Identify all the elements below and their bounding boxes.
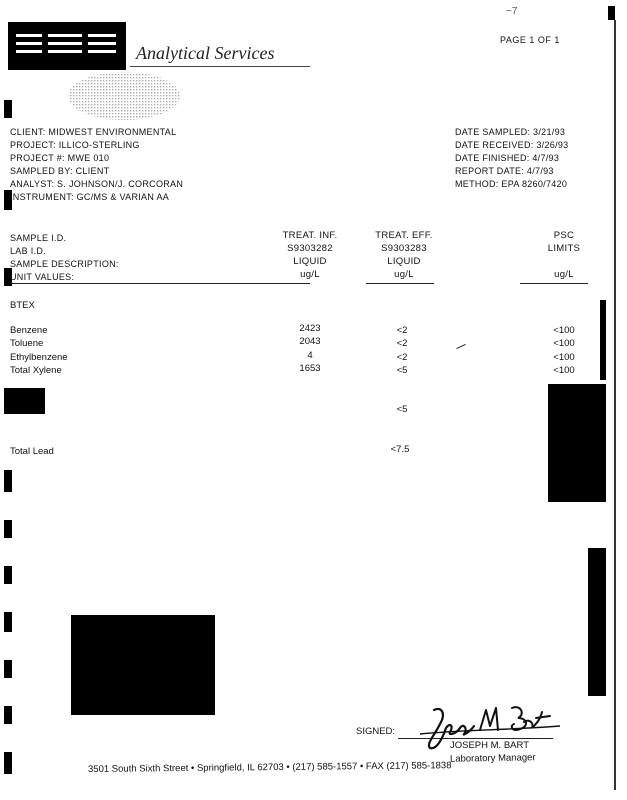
sampled-by-line: SAMPLED BY: CLIENT <box>10 166 110 176</box>
analyte-name: Total Lead <box>10 446 54 457</box>
brand-name: Analytical Services <box>136 43 275 63</box>
column-header-limits: PSC <box>553 230 575 241</box>
influent-value: 4 <box>307 350 313 361</box>
effluent-value: <5 <box>396 404 408 415</box>
limits-unit: ug/L <box>554 269 574 280</box>
effluent-value: <2 <box>396 325 408 336</box>
row-label-description: SAMPLE DESCRIPTION: <box>10 259 119 269</box>
redaction-block <box>548 384 606 502</box>
header-rule <box>10 283 310 284</box>
limit-value: <100 <box>553 352 575 363</box>
edge-mark <box>600 300 606 380</box>
effluent-value: <7.5 <box>390 444 410 455</box>
edge-mark <box>4 612 12 632</box>
smudge-mark <box>64 68 184 124</box>
column-header-influent: TREAT. INF. <box>282 230 338 241</box>
effluent-lab-id: S9303283 <box>381 243 427 254</box>
edge-mark <box>4 520 12 538</box>
effluent-description: LIQUID <box>387 256 421 267</box>
influent-lab-id: S9303282 <box>287 243 333 254</box>
influent-description: LIQUID <box>293 256 327 267</box>
edge-mark <box>608 6 615 20</box>
edge-mark <box>4 752 12 774</box>
instrument-line: INSTRUMENT: GC/MS & VARIAN AA <box>10 192 170 202</box>
row-label-lab-id: LAB I.D. <box>10 246 46 256</box>
edge-mark <box>4 660 12 678</box>
redaction-block <box>4 388 45 414</box>
section-label: BTEX <box>10 300 35 311</box>
stray-mark <box>456 344 465 349</box>
method-line: METHOD: EPA 8260/7420 <box>455 179 568 189</box>
influent-value: 1653 <box>299 363 321 374</box>
effluent-value: <5 <box>396 365 408 376</box>
row-label-sample-id: SAMPLE I.D. <box>10 233 67 243</box>
effluent-value: <2 <box>396 352 408 363</box>
analyte-name: Toluene <box>10 338 44 349</box>
report-date: REPORT DATE: 4/7/93 <box>455 166 554 176</box>
date-finished: DATE FINISHED: 4/7/93 <box>455 153 560 163</box>
redaction-block <box>71 615 215 715</box>
analyte-name: Total Xylene <box>10 365 62 376</box>
page-number: PAGE 1 OF 1 <box>500 35 560 45</box>
influent-value: 2423 <box>299 323 321 334</box>
corner-mark: ~7 <box>506 6 518 17</box>
edge-mark <box>4 566 12 584</box>
edge-mark <box>4 706 12 724</box>
row-label-units: UNIT VALUES: <box>10 272 75 282</box>
project-line: PROJECT: ILLICO-STERLING <box>10 140 140 150</box>
signer-name: JOSEPH M. BART <box>450 740 530 751</box>
effluent-unit: ug/L <box>394 269 414 280</box>
client-line: CLIENT: MIDWEST ENVIRONMENTAL <box>10 127 177 137</box>
influent-value: 2043 <box>299 336 321 347</box>
limit-value: <100 <box>553 365 575 376</box>
date-received: DATE RECEIVED: 3/26/93 <box>455 140 569 150</box>
signed-label: SIGNED: <box>356 726 396 737</box>
influent-unit: ug/L <box>300 269 320 280</box>
edge-mark <box>588 548 606 696</box>
header-rule <box>366 283 434 284</box>
edge-mark <box>4 100 12 118</box>
brand-underline <box>130 66 310 67</box>
header-rule <box>520 283 588 284</box>
company-address: 3501 South Sixth Street • Springfield, IL 62703 • (217) 585-1557 • FAX (217) 585-1838 <box>87 760 452 775</box>
column-header-effluent: TREAT. EFF. <box>375 230 433 241</box>
edge-mark <box>4 470 12 492</box>
limit-value: <100 <box>553 325 575 336</box>
analyte-name: Benzene <box>10 325 48 336</box>
effluent-value: <2 <box>396 338 408 349</box>
company-logo <box>8 22 126 70</box>
limit-value: <100 <box>553 338 575 349</box>
signer-title: Laboratory Manager <box>449 752 536 765</box>
analyte-name: Ethylbenzene <box>10 352 68 363</box>
analyst-line: ANALYST: S. JOHNSON/J. CORCORAN <box>10 179 184 189</box>
limits-subheader: LIMITS <box>547 243 581 254</box>
edge-line <box>614 20 616 790</box>
date-sampled: DATE SAMPLED: 3/21/93 <box>455 127 566 137</box>
project-number-line: PROJECT #: MWE 010 <box>10 153 110 163</box>
